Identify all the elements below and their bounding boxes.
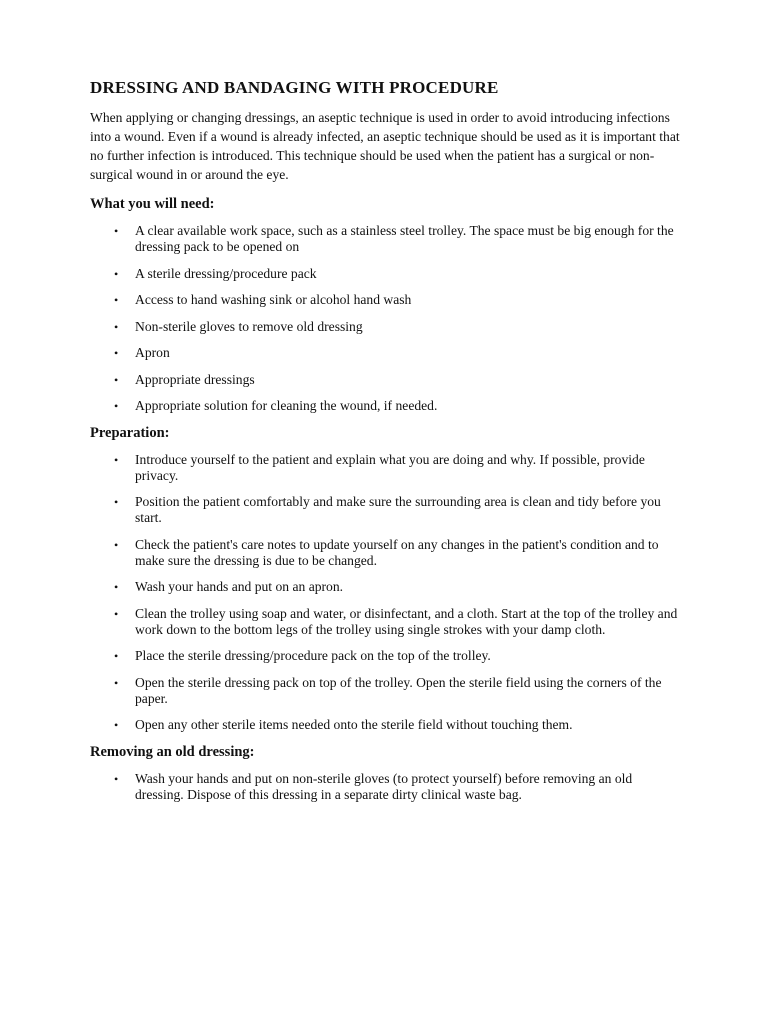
list-item-text: Position the patient comfortably and make sure the surrounding area is clean and tidy before you start. bbox=[135, 494, 661, 525]
list-item bbox=[90, 579, 682, 595]
section-heading: Preparation: bbox=[90, 424, 170, 441]
list-item-text: A sterile dressing/procedure pack bbox=[135, 265, 317, 281]
list-item-text: Place the sterile dressing/procedure pack on the top of the trolley. bbox=[135, 648, 491, 663]
list-item-text: Wash your hands and put on an apron. bbox=[135, 579, 344, 594]
bullet-icon: • bbox=[114, 319, 119, 334]
document-title: DRESSING AND BANDAGING WITH PROCEDURE bbox=[90, 78, 499, 97]
bullet-icon: • bbox=[114, 224, 119, 238]
list-item bbox=[90, 537, 682, 569]
bullet-icon: • bbox=[114, 372, 119, 387]
section-heading: Removing an old dressing: bbox=[90, 743, 255, 760]
list-item-text: A clear available work space, such as a stainless steel trolley. The space must be big enough for the dressing pack to be opened on bbox=[135, 223, 674, 254]
intro-paragraph: When applying or changing dressings, an aseptic technique is used in order to avoid introducing infections into a wound. Even if a wound is already infected, an aseptic technique should be used as it is important that no further infection is introduced. This technique should be used when the patient has a surgical or non-surgical wound in or around the eye. bbox=[90, 110, 680, 182]
list-item-text: Non-sterile gloves to remove old dressing bbox=[135, 318, 363, 334]
bullet-icon: • bbox=[114, 293, 119, 307]
list-item bbox=[90, 292, 682, 308]
bullet-icon: • bbox=[114, 452, 119, 467]
bullet-icon: • bbox=[114, 649, 119, 663]
list-item bbox=[90, 319, 682, 335]
list-item bbox=[90, 372, 682, 388]
section-what-you-will-need bbox=[90, 196, 682, 414]
bullet-icon: • bbox=[114, 771, 119, 786]
list-item bbox=[90, 223, 682, 255]
list-item bbox=[90, 345, 682, 361]
section-preparation bbox=[90, 425, 682, 734]
list-item bbox=[90, 771, 682, 803]
bullet-icon: • bbox=[114, 580, 119, 594]
list-item-text: Appropriate solution for cleaning the wound, if needed. bbox=[135, 398, 438, 413]
list-item bbox=[90, 717, 682, 733]
bullet-icon: • bbox=[114, 495, 119, 509]
document-page bbox=[90, 78, 682, 813]
bullet-list bbox=[90, 452, 682, 734]
list-item-text: Appropriate dressings bbox=[135, 371, 255, 387]
list-item bbox=[90, 452, 682, 484]
bullet-icon: • bbox=[114, 606, 119, 621]
bullet-icon: • bbox=[114, 266, 119, 281]
bullet-list bbox=[90, 223, 682, 414]
bullet-icon: • bbox=[114, 399, 119, 413]
list-item-text: Access to hand washing sink or alcohol hand wash bbox=[135, 292, 412, 307]
list-item-text: Wash your hands and put on non-sterile gloves (to protect yourself) before removing an old dressing. Dispose of this dressing in a separate dirty clinical waste bag. bbox=[135, 770, 633, 802]
list-item-text: Clean the trolley using soap and water, or disinfectant, and a cloth. Start at the top of the trolley and work down to the bottom legs of the trolley using single strokes with your damp cloth. bbox=[135, 605, 678, 637]
list-item bbox=[90, 494, 682, 526]
list-item bbox=[90, 648, 682, 664]
bullet-icon: • bbox=[114, 346, 119, 360]
list-item-text: Check the patient's care notes to update yourself on any changes in the patient's condition and to make sure the dressing is due to be changed. bbox=[135, 536, 659, 568]
list-item-text: Open the sterile dressing pack on top of the trolley. Open the sterile field using the corners of the paper. bbox=[135, 674, 662, 706]
list-item-text: Apron bbox=[135, 345, 170, 360]
bullet-icon: • bbox=[114, 718, 119, 732]
section-heading: What you will need: bbox=[90, 196, 215, 212]
list-item bbox=[90, 266, 682, 282]
list-item bbox=[90, 398, 682, 414]
section-removing-old-dressing bbox=[90, 744, 682, 803]
bullet-icon: • bbox=[114, 675, 119, 690]
list-item-text: Open any other sterile items needed onto the sterile field without touching them. bbox=[135, 717, 573, 732]
list-item bbox=[90, 606, 682, 638]
list-item-text: Introduce yourself to the patient and explain what you are doing and why. If possible, provide privacy. bbox=[135, 451, 645, 483]
bullet-list bbox=[90, 771, 682, 803]
list-item bbox=[90, 675, 682, 707]
bullet-icon: • bbox=[114, 537, 119, 552]
